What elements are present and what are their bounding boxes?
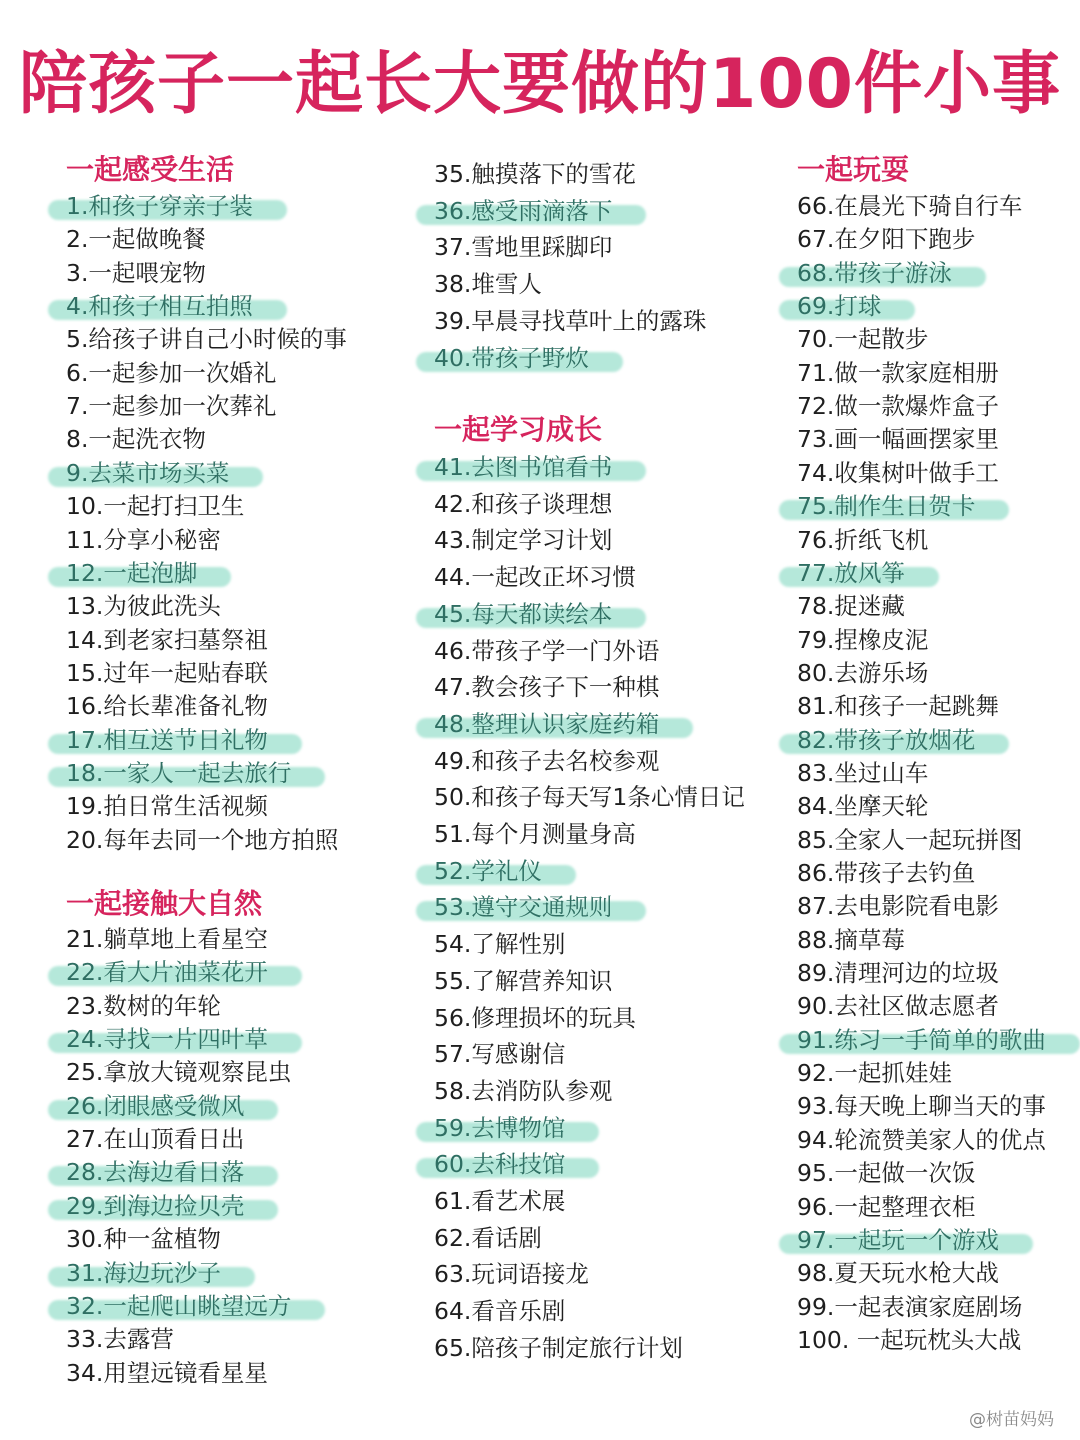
list-item-text: 85.全家人一起玩拼图 (797, 825, 1023, 854)
list-item-text: 90.去社区做志愿者 (797, 992, 999, 1021)
list-item (434, 671, 659, 703)
list-item (797, 824, 1022, 856)
list-item (66, 1056, 291, 1088)
list-item-text: 96.一起整理衣柜 (797, 1192, 976, 1221)
list-item (66, 323, 347, 355)
list-item (797, 1157, 975, 1189)
list-item (434, 635, 659, 667)
list-item-text: 45.每天都读绘本 (434, 599, 613, 628)
list-item-text: 5.给孩子讲自己小时候的事 (66, 325, 347, 354)
list-item-text: 75.制作生日贺卡 (797, 492, 976, 521)
list-item (66, 257, 206, 289)
section-heading: 一起接触大自然 (66, 887, 263, 920)
list-item-text: 57.写感谢信 (434, 1040, 566, 1069)
list-item-text: 79.捏橡皮泥 (797, 625, 929, 654)
list-item (434, 231, 612, 263)
list-item (434, 1185, 565, 1217)
list-item-text: 9.去菜市场买菜 (66, 458, 230, 487)
list-item-highlighted (434, 708, 659, 740)
list-item-text: 3.一起喂宠物 (66, 258, 206, 287)
list-item-text: 31.海边玩沙子 (66, 1258, 221, 1287)
list-item-text: 92.一起抓娃娃 (797, 1059, 952, 1088)
list-item-text: 16.给长辈准备礼物 (66, 692, 268, 721)
list-item (66, 1323, 174, 1355)
list-item-text: 60.去科技馆 (434, 1150, 566, 1179)
list-item (434, 1038, 565, 1070)
list-item-text: 74.收集树叶做手工 (797, 458, 999, 487)
list-item-text: 15.过年一起贴春联 (66, 658, 268, 687)
list-item-text: 95.一起做一次饭 (797, 1159, 976, 1188)
list-item (797, 457, 999, 489)
list-item (434, 965, 612, 997)
list-item-text: 100. 一起玩枕头大战 (797, 1325, 1022, 1354)
list-item-highlighted (66, 1190, 244, 1222)
list-item-text: 71.做一款家庭相册 (797, 358, 999, 387)
list-item-text: 54.了解性别 (434, 930, 566, 959)
list-item-text: 76.折纸飞机 (797, 525, 929, 554)
list-item (434, 1002, 636, 1034)
list-item (66, 390, 276, 422)
list-item (434, 1332, 683, 1364)
list-item-text: 64.看音乐剧 (434, 1297, 566, 1326)
list-item-text: 51.每个月测量身高 (434, 820, 636, 848)
list-item-highlighted (434, 855, 542, 887)
list-item-text: 61.看艺术展 (434, 1187, 566, 1215)
list-item-highlighted (434, 598, 612, 630)
list-item (797, 857, 975, 889)
section-heading: 一起玩耍 (797, 153, 910, 186)
list-item (434, 928, 565, 960)
list-item-text: 87.去电影院看电影 (797, 892, 999, 921)
list-item-text: 11.分享小秘密 (66, 525, 221, 554)
list-item-text: 83.坐过山车 (797, 758, 929, 787)
list-item-text: 20.每年去同一个地方拍照 (66, 825, 339, 854)
list-item-text: 80.去游乐场 (797, 658, 929, 687)
list-item-highlighted (66, 1290, 291, 1322)
list-item-text: 94.轮流赞美家人的优点 (797, 1125, 1046, 1154)
list-item-text: 18.一家人一起去旅行 (66, 758, 292, 787)
list-item-highlighted (66, 557, 197, 589)
list-item-highlighted (797, 490, 975, 522)
list-item-highlighted (66, 956, 268, 988)
list-item (797, 1124, 1046, 1156)
list-item (66, 790, 268, 822)
list-item-highlighted (66, 290, 253, 322)
list-item-text: 2.一起做晚餐 (66, 225, 206, 254)
list-item (434, 524, 612, 556)
list-item (797, 890, 999, 922)
list-item (66, 357, 276, 389)
list-item-text: 1.和孩子穿亲子装 (66, 192, 253, 220)
list-item (797, 924, 905, 956)
list-item (797, 357, 999, 389)
list-item-text: 86.带孩子去钓鱼 (797, 859, 976, 887)
list-item-text: 47.教会孩子下一种棋 (434, 673, 660, 702)
list-item (66, 524, 221, 556)
list-item-text: 8.一起洗衣物 (66, 425, 206, 454)
list-item (797, 1257, 999, 1289)
list-item-text: 72.做一款爆炸盒子 (797, 392, 999, 421)
list-item-text: 49.和孩子去名校参观 (434, 746, 660, 775)
list-item-text: 52.学礼仪 (434, 856, 542, 885)
list-item (797, 423, 999, 455)
list-item (66, 590, 221, 622)
list-item-text: 34.用望远镜看星星 (66, 1358, 268, 1387)
list-item-highlighted (797, 1224, 999, 1256)
section-heading: 一起感受生活 (66, 153, 235, 186)
list-item-text: 6.一起参加一次婚礼 (66, 358, 277, 387)
list-item (66, 923, 268, 955)
list-item-highlighted (66, 757, 291, 789)
list-item (797, 757, 928, 789)
list-item-text: 63.玩词语接龙 (434, 1260, 589, 1289)
list-item-highlighted (797, 724, 975, 756)
list-item (797, 1090, 1046, 1122)
list-item-text: 7.一起参加一次葬礼 (66, 392, 277, 421)
list-item-text: 73.画一幅画摆家里 (797, 425, 999, 454)
list-item-highlighted (66, 457, 229, 489)
list-item-text: 13.为彼此洗头 (66, 592, 221, 621)
list-item-text: 97.一起玩一个游戏 (797, 1225, 999, 1254)
list-item (434, 781, 745, 813)
list-item (797, 590, 905, 622)
list-item (66, 1357, 268, 1389)
list-item-text: 36.感受雨滴落下 (434, 196, 613, 225)
list-item-text: 82.带孩子放烟花 (797, 725, 976, 754)
list-item-text: 26.闭眼感受微风 (66, 1091, 245, 1120)
list-item-text: 21.躺草地上看星空 (66, 925, 268, 953)
list-item (797, 990, 999, 1022)
list-item-text: 37.雪地里踩脚印 (434, 233, 613, 262)
list-item (434, 1295, 565, 1327)
list-item-highlighted (434, 1148, 565, 1180)
list-item (434, 561, 636, 593)
list-item-text: 62.看话剧 (434, 1223, 542, 1252)
list-item (434, 1222, 542, 1254)
list-item (434, 268, 542, 300)
list-item-text: 77.放风筝 (797, 558, 905, 587)
list-item-text: 14.到老家扫墓祭祖 (66, 625, 268, 654)
list-item-text: 48.整理认识家庭药箱 (434, 709, 660, 738)
list-item (797, 323, 928, 355)
list-item-text: 23.数树的年轮 (66, 991, 221, 1020)
list-item-highlighted (66, 190, 253, 222)
list-item (797, 1057, 952, 1089)
list-item-text: 33.去露营 (66, 1325, 174, 1354)
list-item-text: 38.堆雪人 (434, 270, 542, 299)
list-item (434, 818, 636, 850)
list-item (797, 390, 999, 422)
list-item (66, 423, 206, 455)
list-item-text: 28.去海边看日落 (66, 1158, 245, 1187)
list-item (66, 824, 338, 856)
list-item-text: 69.打球 (797, 292, 882, 321)
list-item-text: 93.每天晚上聊当天的事 (797, 1092, 1046, 1121)
list-item (797, 1324, 1021, 1356)
list-item-highlighted (797, 557, 905, 589)
list-item (797, 223, 975, 255)
list-item-text: 24.寻找一片四叶草 (66, 1025, 268, 1054)
list-item (797, 190, 1022, 222)
list-item (66, 624, 268, 656)
list-item-highlighted (797, 1024, 1046, 1056)
list-item (66, 223, 206, 255)
list-item (797, 957, 999, 989)
list-item-text: 78.捉迷藏 (797, 592, 905, 621)
list-item-text: 41.去图书馆看书 (434, 453, 613, 481)
list-item (66, 490, 244, 522)
list-item-text: 43.制定学习计划 (434, 526, 613, 555)
list-item-text: 53.遵守交通规则 (434, 893, 613, 922)
list-item-text: 44.一起改正坏习惯 (434, 563, 636, 592)
list-item-text: 10.一起打扫卫生 (66, 492, 245, 521)
list-item-text: 56.修理损坏的玩具 (434, 1003, 636, 1032)
list-item-text: 50.和孩子每天写1条心情日记 (434, 783, 745, 812)
list-item (66, 690, 268, 722)
list-item-text: 68.带孩子游泳 (797, 258, 952, 287)
list-item-highlighted (434, 891, 612, 923)
list-item (797, 657, 928, 689)
list-item-text: 91.练习一手简单的歌曲 (797, 1025, 1046, 1054)
list-item-text: 40.带孩子野炊 (434, 343, 589, 372)
list-item-text: 42.和孩子谈理想 (434, 489, 613, 518)
list-item (434, 745, 659, 777)
list-item-text: 67.在夕阳下跑步 (797, 225, 976, 254)
list-item-highlighted (434, 342, 589, 374)
list-item (797, 790, 928, 822)
list-item-text: 55.了解营养知识 (434, 966, 613, 995)
list-item-text: 58.去消防队参观 (434, 1076, 613, 1105)
page-title: 陪孩子一起长大要做的100件小事 (19, 45, 1061, 124)
list-item (797, 1191, 975, 1223)
list-item-text: 81.和孩子一起跳舞 (797, 692, 999, 721)
list-item-highlighted (66, 1257, 221, 1289)
list-item-highlighted (434, 195, 612, 227)
list-item (434, 158, 636, 190)
list-item (434, 1075, 612, 1107)
list-item (66, 990, 221, 1022)
list-item-highlighted (434, 1112, 565, 1144)
watermark: @树苗妈妈 (969, 1410, 1054, 1430)
list-item-text: 29.到海边捡贝壳 (66, 1191, 245, 1220)
list-item-highlighted (66, 1156, 244, 1188)
list-item (434, 305, 706, 337)
list-item (797, 1291, 1022, 1323)
list-item (797, 624, 928, 656)
list-item-text: 22.看大片油菜花开 (66, 958, 268, 987)
list-item (797, 524, 928, 556)
list-item-text: 89.清理河边的垃圾 (797, 959, 999, 988)
list-item-text: 84.坐摩天轮 (797, 792, 929, 821)
list-item-text: 98.夏天玩水枪大战 (797, 1259, 999, 1288)
list-item-text: 70.一起散步 (797, 325, 929, 354)
list-item-text: 19.拍日常生活视频 (66, 792, 268, 821)
list-item-highlighted (66, 1090, 244, 1122)
list-item-text: 4.和孩子相互拍照 (66, 292, 253, 321)
list-item-text: 30.种一盆植物 (66, 1225, 221, 1254)
list-item-text: 32.一起爬山眺望远方 (66, 1291, 292, 1320)
list-item-highlighted (797, 290, 881, 322)
list-item-text: 65.陪孩子制定旅行计划 (434, 1333, 683, 1362)
list-item-highlighted (797, 257, 952, 289)
list-item-text: 25.拿放大镜观察昆虫 (66, 1058, 292, 1087)
list-item (434, 488, 612, 520)
list-item-text: 12.一起泡脚 (66, 558, 198, 587)
list-item-text: 66.在晨光下骑自行车 (797, 192, 1023, 220)
list-item-text: 27.在山顶看日出 (66, 1125, 245, 1154)
list-item (434, 1258, 589, 1290)
list-item-text: 17.相互送节日礼物 (66, 725, 268, 754)
list-item-highlighted (66, 724, 268, 756)
list-item-text: 59.去博物馆 (434, 1113, 566, 1142)
list-item (66, 657, 268, 689)
section-heading: 一起学习成长 (434, 413, 603, 446)
list-item (66, 1123, 244, 1155)
list-item-highlighted (66, 1023, 268, 1055)
list-item-highlighted (434, 451, 612, 483)
list-item-text: 46.带孩子学一门外语 (434, 636, 660, 665)
list-item-text: 99.一起表演家庭剧场 (797, 1292, 1023, 1321)
list-item (797, 690, 999, 722)
list-item-text: 39.早晨寻找草叶上的露珠 (434, 306, 707, 335)
list-item-text: 35.触摸落下的雪花 (434, 160, 636, 188)
list-item-text: 88.摘草莓 (797, 925, 905, 954)
list-item (66, 1223, 221, 1255)
